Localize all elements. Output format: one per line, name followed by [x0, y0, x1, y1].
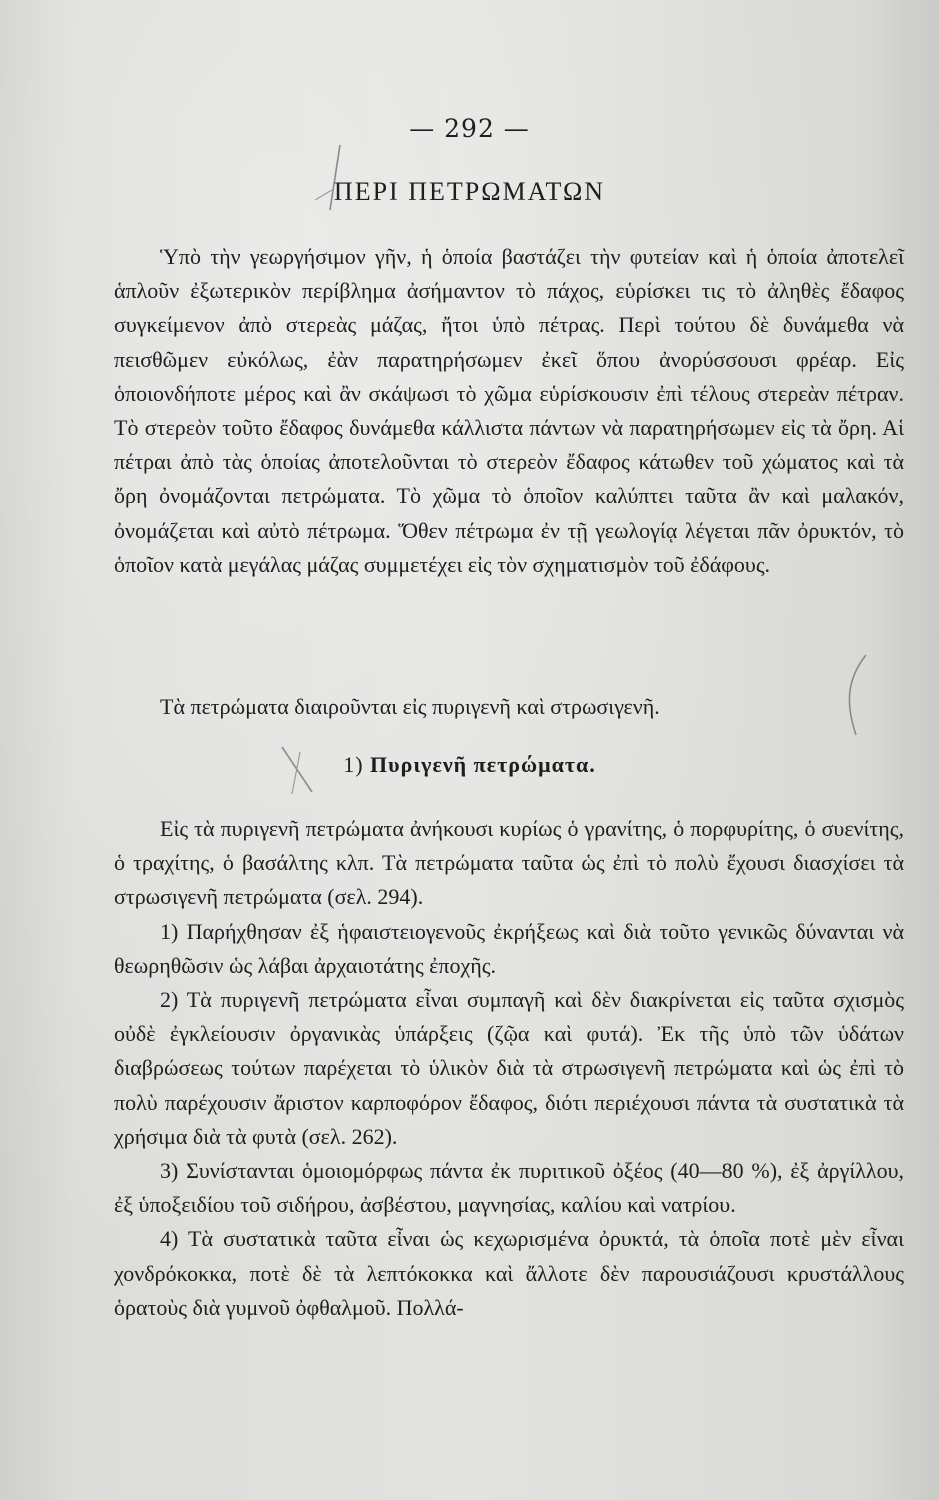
- section-heading: [0, 752, 939, 778]
- numbered-paragraph-4: 4) Τὰ συστατικὰ ταῦτα εἶναι ὡς κεχωρισμένα ὀρυκτά, τὰ ὁποῖα ποτὲ μὲν εἶναι χονδρόκοκκα, ποτὲ δὲ τὰ λεπτόκοκκα καὶ ἄλλοτε δὲν παρουσιάζουσι κρυστάλλους ὁρατοὺς διὰ γυμνοῦ ὀφθαλμοῦ. Πολλά-: [114, 1226, 904, 1320]
- numbered-paragraph-3: 3) Συνίστανται ὁμοιομόρφως πάντα ἐκ πυριτικοῦ ὀξέος (40—80 %), ἐξ ἀργίλλου, ἐξ ὑποξειδίου τοῦ σιδήρου, ἀσβέστου, μαγνησίας, καλίου καὶ νατρίου.: [114, 1158, 904, 1218]
- chapter-title: ΠΕΡΙ ΠΕΤΡΩΜΑΤΩΝ: [333, 177, 606, 206]
- section-number: 1): [343, 752, 364, 777]
- section-paragraph: Εἰς τὰ πυριγενῆ πετρώματα ἀνήκουσι κυρίως ὁ γρανίτης, ὁ πορφυρίτης, ὁ συενίτης, ὁ τραχίτης, ὁ βασάλτης κλπ. Τὰ πετρώματα ταῦτα ὡς ἐπὶ τὸ πολὺ ἔχουσι διασχίσει τὰ στρωσιγενῆ πετρώματα (σελ. 294).: [114, 816, 904, 910]
- pencil-mark-margin: [836, 650, 876, 740]
- section-title: Πυριγενῆ πετρώματα.: [370, 752, 596, 777]
- page-number: — 292 —: [409, 114, 530, 143]
- section-body: [114, 812, 904, 1325]
- numbered-paragraph-1: 1) Παρήχθησαν ἐξ ἡφαιστειογενοῦς ἐκρήξεως καὶ διὰ τοῦτο γενικῶς δύνανται νὰ θεωρηθῶσιν ὡς λάβαι ἀρχαιοτάτης ἐποχῆς.: [114, 918, 904, 978]
- numbered-paragraph-2: 2) Τὰ πυριγενῆ πετρώματα εἶναι συμπαγῆ καὶ δὲν διακρίνεται εἰς ταῦτα σχισμὸς οὐδὲ ἐγκλείουσιν ὀργανικὰς ὑπάρξεις (ζῷα καὶ φυτά). Ἐκ τῆς ὑπὸ τῶν ὑδάτων διαβρώσεως τούτων παρέχεται τὸ ὑλικὸν διὰ τὰ στρωσιγενῆ πετρώματα καὶ ὡς ἐπὶ τὸ πολὺ παρέχουσιν ἄριστον καρποφόρον ἔδαφος, διότι περιέχουσι πάντα τὰ συστατικὰ τὰ χρήσιμα διὰ τὰ φυτὰ (σελ. 262).: [114, 987, 904, 1149]
- intro-paragraph: Ὑπὸ τὴν γεωργήσιμον γῆν, ἡ ὁποία βαστάζει τὴν φυτείαν καὶ ἡ ὁποία ἀποτελεῖ ἁπλοῦν ἐξωτερικὸν περίβλημα ἀσήμαντον τὸ πάχος, εὑρίσκει τις τὸ ἀληθὲς ἔδαφος συγκείμενον ἀπὸ στερεὰς μάζας, ἤτοι ὑπὸ πέτρας. Περὶ τούτου δὲ δυνάμεθα νὰ πεισθῶμεν εὐκόλως, ἐὰν παρατηρήσωμεν ἐκεῖ ὅπου ἀνορύσσουσι φρέαρ. Εἰς ὁποιονδήποτε μέρος καὶ ἂν σκάψωσι τὸ χῶμα εὑρίσκουσιν ἐπὶ τέλους στερεὰν πέτραν. Τὸ στερεὸν τοῦτο ἔδαφος δυνάμεθα κάλλιστα πάντων νὰ παρατηρήσωμεν εἰς τὰ ὄρη. Αἱ πέτραι ἀπὸ τὰς ὁποίας ἀποτελοῦνται τὸ στερεὸν ἔδαφος κάτωθεν τοῦ χώματος καὶ τὰ ὄρη ὀνομάζονται πετρώματα. Τὸ χῶμα τὸ ὁποῖον καλύπτει ταῦτα ἂν καὶ μαλακόν, ὀνομάζεται καὶ αὐτὸ πέτρωμα. Ὅθεν πέτρωμα ἐν τῇ γεωλογίᾳ λέγεται πᾶν ὀρυκτόν, τὸ ὁποῖον κατὰ μεγάλας μάζας συμμετέχει εἰς τὸν σχηματισμὸν τοῦ ἐδάφους.: [114, 244, 904, 577]
- classification-line: Τὰ πετρώματα διαιροῦνται εἰς πυριγενῆ καὶ στρωσιγενῆ.: [160, 694, 660, 719]
- intro-section: [114, 240, 904, 582]
